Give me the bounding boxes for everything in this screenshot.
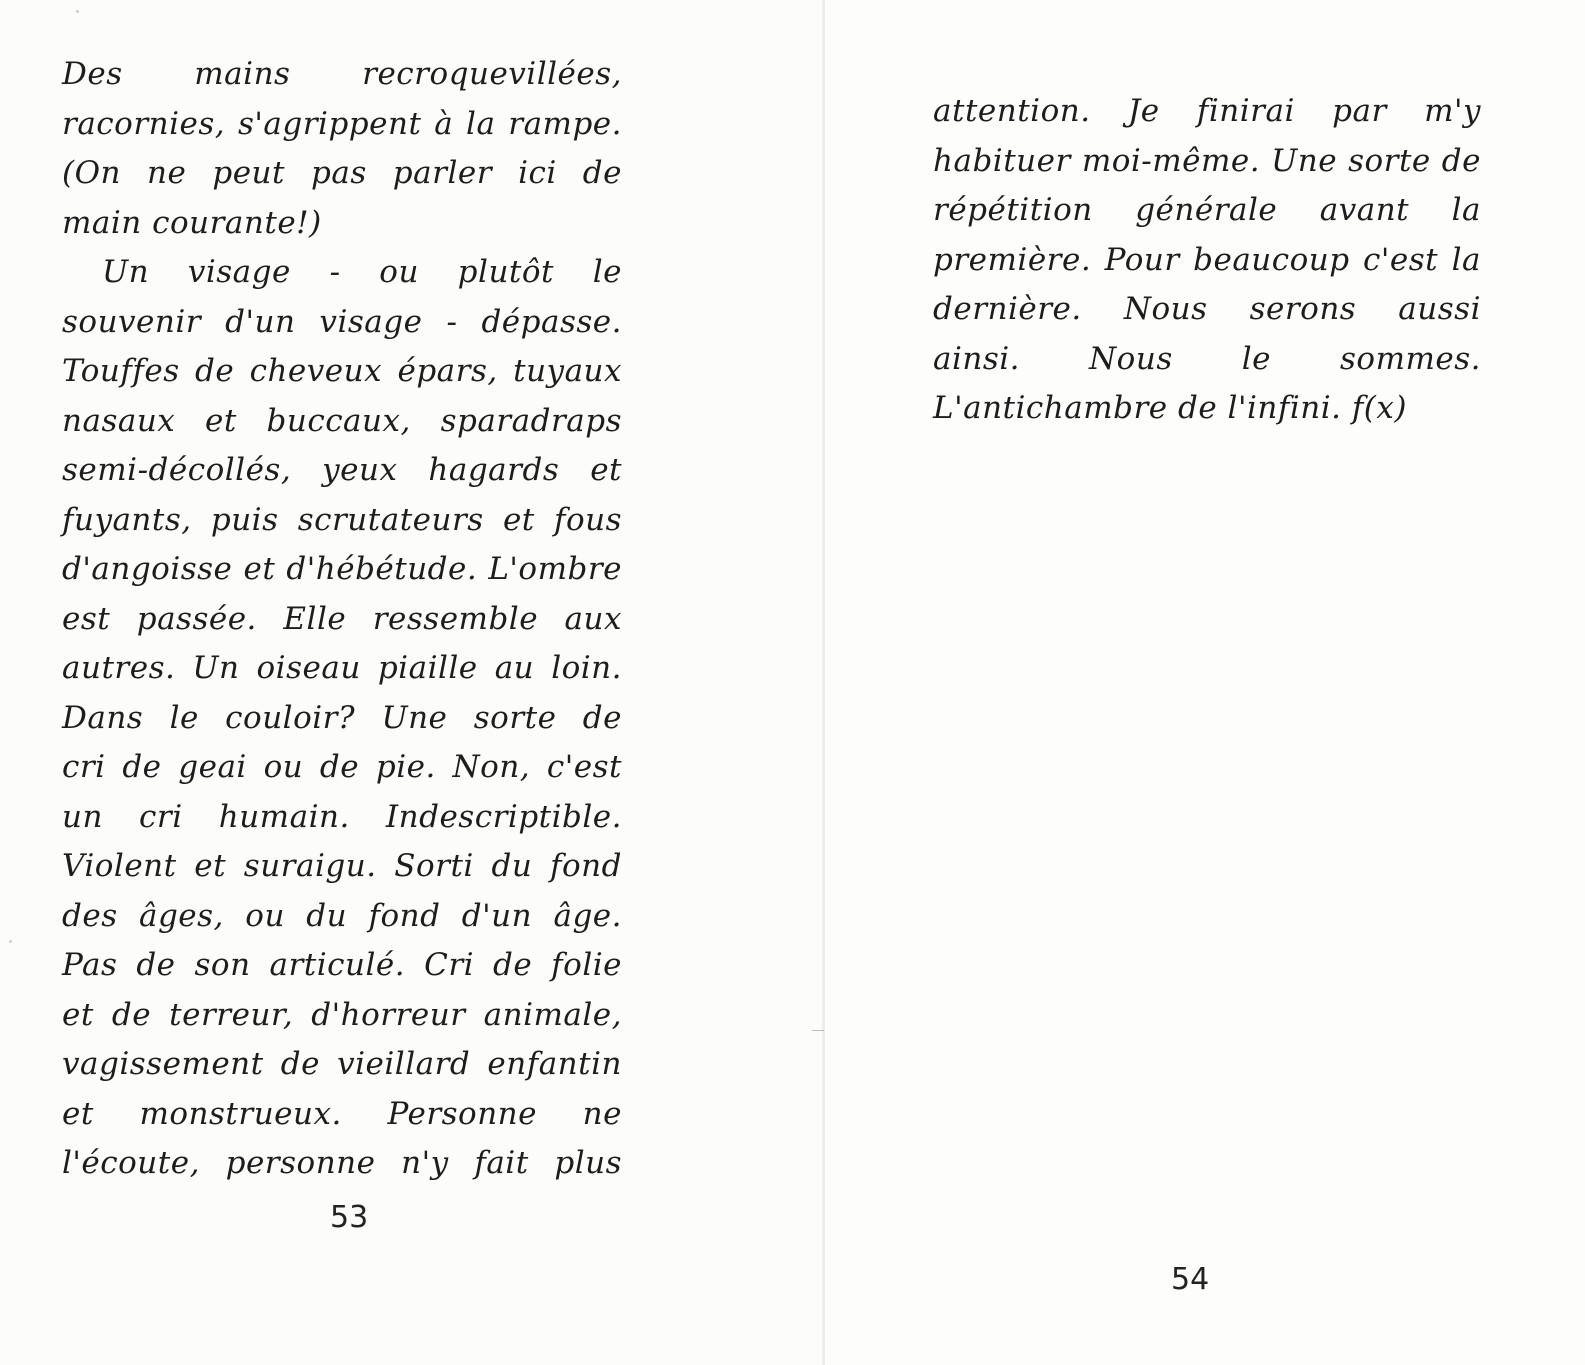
text-line: Dans le couloir? Une sorte de <box>62 699 622 736</box>
text-line: main courante!) <box>62 204 322 241</box>
text-line: répétition générale avant la <box>933 192 1481 228</box>
right-page-text <box>933 87 1481 434</box>
paper-speck <box>9 940 12 943</box>
text-line: semi-décollés, yeux hagards et <box>62 452 622 488</box>
paper-speck <box>76 10 79 13</box>
text-line: racornies, s'agrippent à la rampe. <box>62 105 622 142</box>
text-line: fuyants, puis scrutateurs et fous <box>62 501 622 538</box>
text-line: autres. Un oiseau piaille au loin. <box>62 650 622 686</box>
text-line: est passée. Elle ressemble aux <box>62 600 622 637</box>
page-number-left: 53 <box>330 1200 369 1235</box>
text-line: et de terreur, d'horreur animale, <box>62 996 622 1033</box>
text-line: (On ne peut pas parler ici de <box>62 155 622 191</box>
text-line: attention. Je finirai par m'y <box>933 93 1481 129</box>
text-line: cri de geai ou de pie. Non, c'est <box>62 749 622 785</box>
right-page <box>825 0 1585 1365</box>
text-line: Un visage - ou plutôt le <box>102 254 622 290</box>
text-line: vagissement de vieillard enfantin <box>62 1046 622 1082</box>
text-line: l'écoute, personne n'y fait plus <box>62 1145 622 1181</box>
text-line: nasaux et buccaux, sparadraps <box>62 402 622 439</box>
text-line: L'antichambre de l'infini. f(x) <box>933 390 1407 426</box>
left-page-text <box>62 50 622 1189</box>
gutter-mark <box>812 1030 824 1031</box>
text-line: un cri humain. Indescriptible. <box>62 798 622 835</box>
text-line: première. Pour beaucoup c'est la <box>933 241 1481 278</box>
text-line: d'angoisse et d'hébétude. L'ombre <box>62 551 622 587</box>
text-line: Pas de son articulé. Cri de folie <box>62 947 622 983</box>
text-line: et monstrueux. Personne ne <box>62 1095 622 1132</box>
text-line: habituer moi-même. Une sorte de <box>933 142 1481 179</box>
text-line: Violent et suraigu. Sorti du fond <box>62 848 622 884</box>
page-number-right: 54 <box>1171 1262 1210 1297</box>
text-line: Des mains recroquevillées, <box>62 56 622 92</box>
text-line: Touffes de cheveux épars, tuyaux <box>62 353 622 389</box>
text-line: ainsi. Nous le sommes. <box>933 340 1481 377</box>
text-line: des âges, ou du fond d'un âge. <box>62 897 622 934</box>
text-line: souvenir d'un visage - dépasse. <box>62 303 622 340</box>
text-line: dernière. Nous serons aussi <box>933 291 1481 327</box>
